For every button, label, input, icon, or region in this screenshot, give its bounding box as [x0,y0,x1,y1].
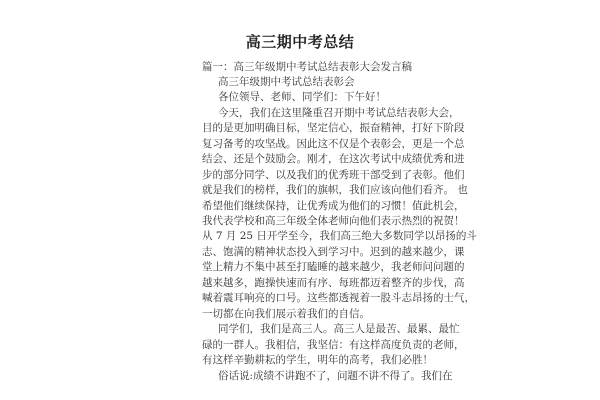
paragraph-line: 复习备考的攻坚战。因此这不仅是个表彰会，更是一个总 [202,138,465,150]
paragraph-line: 结会、还是个鼓励会。刚才，在这次考试中成绩优秀和进 [202,153,465,165]
paragraph-line: 今天，我们在这里隆重召开期中考试总结表彰大会， [218,107,460,119]
paragraph-line: 喊着震耳响亮的口号。这些都透视着一股斗志昂扬的士气， [202,292,475,304]
paragraph-line: 就是我们的榜样，我们的旗帜，我们应该向他们看齐。 也 [202,184,468,196]
paragraph-line: 有这样辛勤耕耘的学生，明年的高考，我们必胜！ [202,354,433,366]
paragraph-line: 从 7 月 25 日开学至今，我们高三绝大多数同学以昂扬的斗 [202,230,477,242]
paragraph-line: 各位领导、老师、同学们：下午好！ [218,91,386,103]
paragraph-line: 我代表学校和高三年级全体老师向他们表示热烈的祝贺！ [202,215,465,227]
paragraph-line: 俗话说:成绩不讲跑不了，问题不讲不得了。我们在 [218,370,453,382]
paragraph-line: 越来越多，跑操快速而有序、每班都迈着整齐的步伐，高 [202,277,465,289]
paragraph-line: 高三年级期中考试总结表彰会 [218,76,355,88]
paragraph-line: 目的是更加明确目标，坚定信心，振奋精神，打好下阶段 [202,122,465,134]
paragraph-line: 碌的一群人。我相信，我坚信：有这样高度负责的老师， [202,339,465,351]
paragraph-line: 步的部分同学、以及我们的优秀班干部受到了表彰。他们 [202,169,465,181]
paragraph-line: 希望他们继续保持，让优秀成为他们的习惯！值此机会， [202,200,465,212]
paragraph-line: 一切都在向我们展示着我们的自信。 [202,308,370,320]
paragraph-line: 同学们，我们是高三人。高三人是最苦、最累、最忙 [218,323,460,335]
paragraph-line: 篇一：高三年级期中考试总结表彰大会发言稿 [202,61,412,73]
paragraph-line: 志、饱满的精神状态投入到学习中。迟到的越来越少，课 [202,246,465,258]
document-title: 高三期中考总结 [245,33,355,51]
paragraph-line: 堂上精力不集中甚至打瞌睡的越来越少，我老师问问题的 [202,261,465,273]
